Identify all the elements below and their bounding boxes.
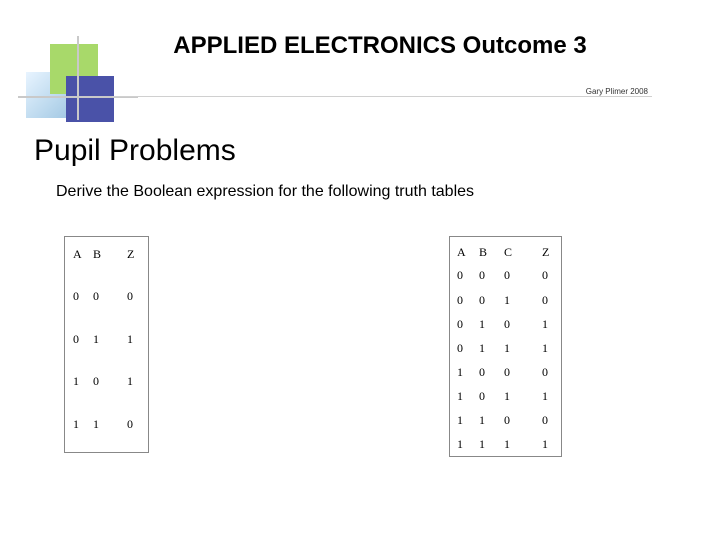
column-header-b: B (93, 247, 102, 261)
slide-title: APPLIED ELECTRONICS Outcome 3 (173, 32, 587, 59)
table-cell: 0 (542, 413, 548, 427)
table-cell: 0 (504, 365, 510, 379)
column-header-z: Z (542, 245, 550, 259)
table-cell: 0 (93, 289, 99, 303)
table-cell: 0 (457, 317, 463, 331)
decor-square-blue (66, 76, 114, 122)
table-cell: 1 (542, 389, 548, 403)
table-cell: 0 (93, 374, 99, 388)
table-cell: 1 (93, 332, 99, 346)
table-cell: 1 (73, 417, 79, 431)
table-cell: 0 (542, 268, 548, 282)
column-header-c: C (504, 245, 513, 259)
table-cell: 1 (457, 413, 463, 427)
table-cell: 1 (542, 341, 548, 355)
table-cell: 1 (542, 317, 548, 331)
column-header-z: Z (127, 247, 135, 261)
corner-decoration (0, 0, 140, 120)
table-cell: 1 (504, 293, 510, 307)
table-cell: 1 (504, 437, 510, 451)
truth-table-two-input (64, 236, 149, 453)
header-rule (112, 96, 652, 97)
table-cell: 1 (457, 437, 463, 451)
table-cell: 1 (479, 341, 485, 355)
table-cell: 1 (127, 332, 133, 346)
table-cell: 0 (504, 268, 510, 282)
instruction-text: Derive the Boolean expression for the following truth tables (56, 183, 475, 200)
table-cell: 1 (479, 437, 485, 451)
table-cell: 1 (504, 389, 510, 403)
table-cell: 1 (479, 413, 485, 427)
table-cell: 0 (457, 268, 463, 282)
column-header-a: A (73, 247, 82, 261)
truth-table-three-input (449, 236, 562, 457)
decor-vertical-line (77, 36, 79, 120)
table-cell: 1 (479, 317, 485, 331)
table-cell: 0 (73, 332, 79, 346)
table-cell: 0 (457, 341, 463, 355)
table-cell: 0 (504, 317, 510, 331)
table-cell: 0 (127, 289, 133, 303)
section-heading: Pupil Problems (34, 134, 236, 167)
table-cell: 0 (504, 413, 510, 427)
table-cell: 0 (479, 268, 485, 282)
table-cell: 0 (73, 289, 79, 303)
table-cell: 1 (457, 389, 463, 403)
table-cell: 0 (479, 365, 485, 379)
author-credit: Gary Plimer 2008 (585, 87, 648, 96)
column-header-b: B (479, 245, 488, 259)
column-header-a: A (457, 245, 466, 259)
table-cell: 0 (542, 365, 548, 379)
table-cell: 0 (542, 293, 548, 307)
table-cell: 1 (504, 341, 510, 355)
table-cell: 1 (93, 417, 99, 431)
table-cell: 0 (127, 417, 133, 431)
table-cell: 0 (479, 389, 485, 403)
table-cell: 1 (542, 437, 548, 451)
table-cell: 0 (457, 293, 463, 307)
table-cell: 0 (479, 293, 485, 307)
table-cell: 1 (73, 374, 79, 388)
table-cell: 1 (127, 374, 133, 388)
table-cell: 1 (457, 365, 463, 379)
